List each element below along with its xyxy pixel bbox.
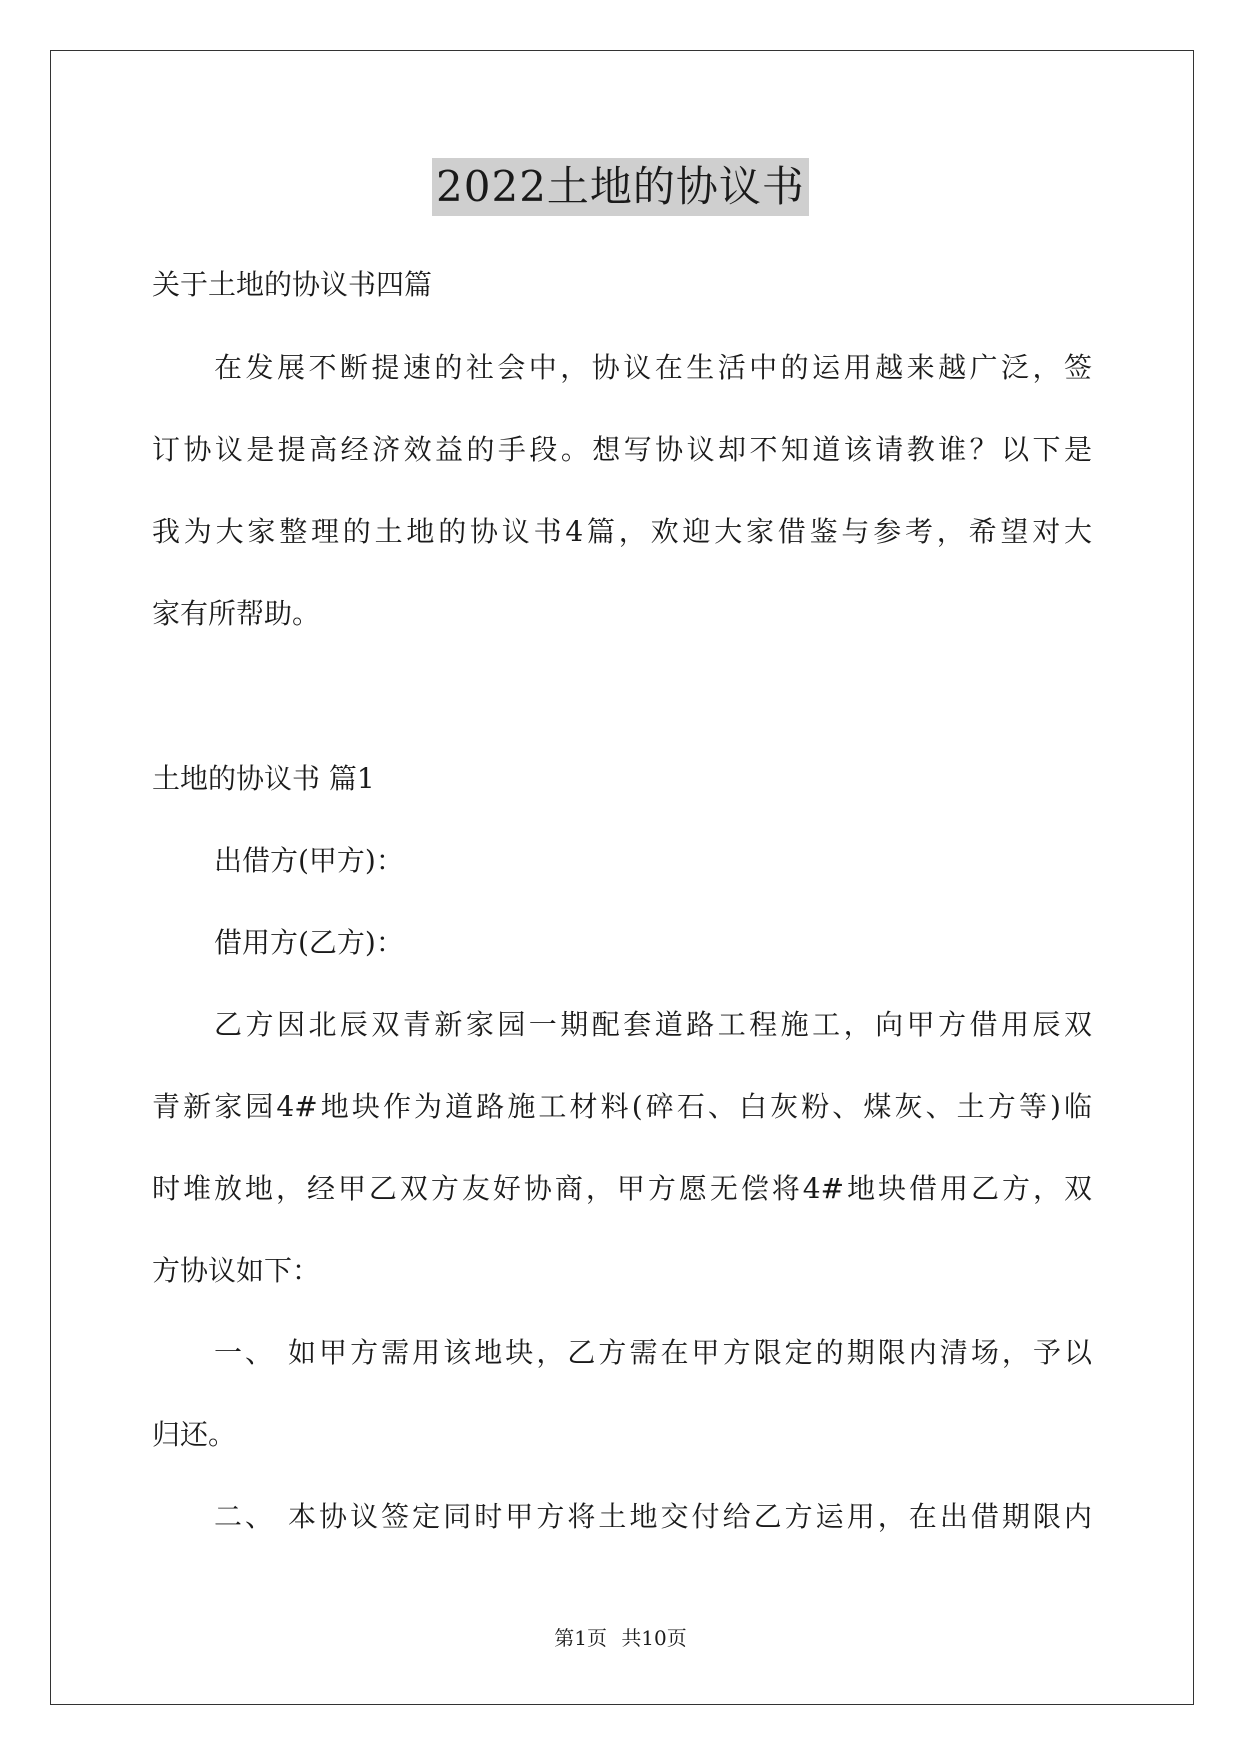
intro-line-2: 订协议是提高经济效益的手段。想写协议却不知道该请教谁？以下是 xyxy=(152,433,1092,466)
body-line-1: 乙方因北辰双青新家园一期配套道路工程施工，向甲方借用辰双 xyxy=(214,1008,1092,1041)
clause-2-line-1: 二、 本协议签定同时甲方将土地交付给乙方运用，在出借期限内 xyxy=(214,1500,1092,1533)
body-line-3: 时堆放地，经甲乙双方友好协商，甲方愿无偿将4#地块借用乙方，双 xyxy=(152,1172,1092,1205)
clause-1-line-1: 一、 如甲方需用该地块，乙方需在甲方限定的期限内清场，予以 xyxy=(214,1336,1092,1369)
page-number: 第1页 xyxy=(554,1626,607,1650)
borrower-label: 借用方(乙方)： xyxy=(214,926,404,959)
document-title: 2022土地的协议书 xyxy=(432,158,809,216)
document-title-container xyxy=(0,158,1241,218)
total-pages: 共10页 xyxy=(621,1626,687,1650)
document-subtitle: 关于土地的协议书四篇 xyxy=(152,268,433,301)
lender-label: 出借方(甲方)： xyxy=(214,844,404,877)
section-heading: 土地的协议书 篇1 xyxy=(152,762,375,795)
intro-line-4: 家有所帮助。 xyxy=(152,597,321,630)
body-line-2: 青新家园4#地块作为道路施工材料(碎石、白灰粉、煤灰、土方等)临 xyxy=(152,1090,1092,1123)
clause-1-line-2: 归还。 xyxy=(152,1418,237,1451)
intro-line-3: 我为大家整理的土地的协议书4篇，欢迎大家借鉴与参考，希望对大 xyxy=(152,515,1092,548)
intro-line-1: 在发展不断提速的社会中，协议在生活中的运用越来越广泛，签 xyxy=(214,351,1092,384)
page-footer xyxy=(0,1624,1241,1652)
body-line-4: 方协议如下： xyxy=(152,1254,321,1287)
